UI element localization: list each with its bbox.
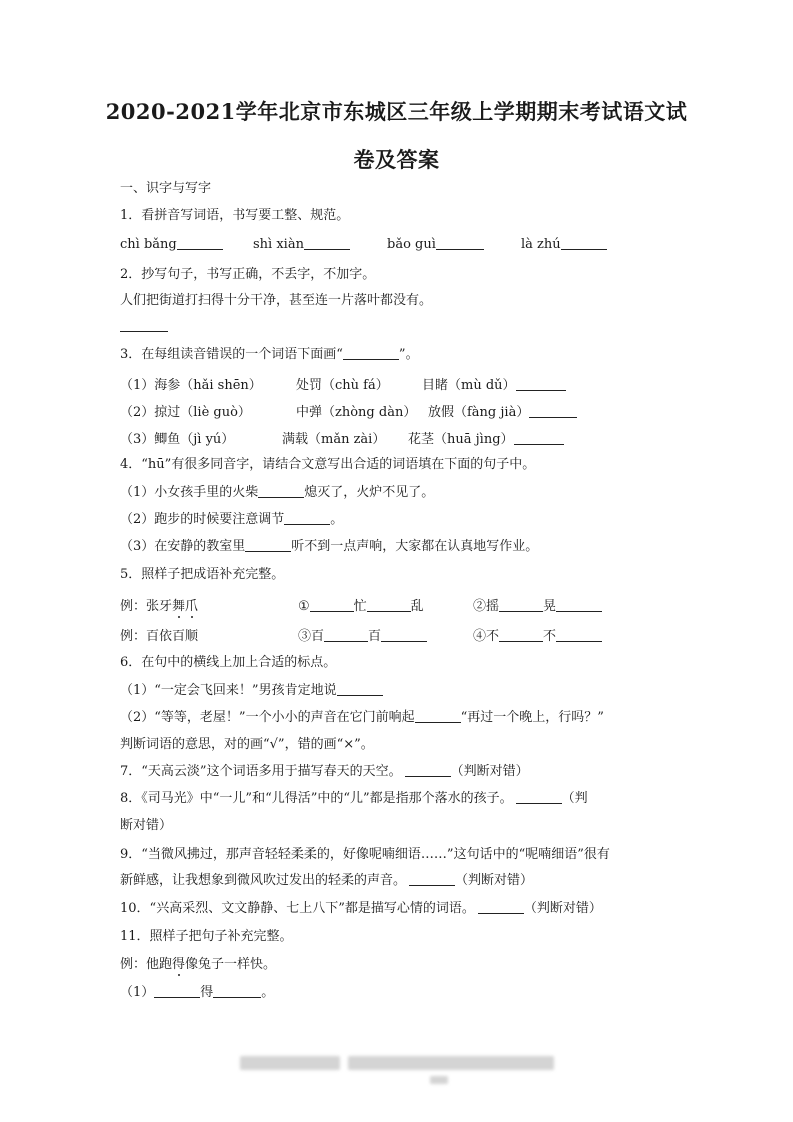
answer-blank[interactable]: [337, 682, 383, 696]
answer-blank[interactable]: [478, 900, 524, 914]
word-option: 处罚（chù fá）: [296, 378, 389, 393]
word-option: 中弹（zhòng dàn）: [296, 405, 417, 420]
answer-blank[interactable]: [258, 484, 304, 498]
answer-blank[interactable]: [367, 598, 411, 612]
answer-blank[interactable]: [381, 628, 427, 642]
sentence: （2）跑步的时候要注意调节 。: [120, 512, 344, 527]
answer-blank[interactable]: [514, 431, 564, 445]
question-9: 9．“当微风拂过，那声音轻轻柔柔的，好像呢喃细语……”这句话中的“呢喃细语”很有: [120, 847, 610, 862]
pinyin-item: chì bǎng: [120, 236, 223, 252]
idiom-item: ③百 百: [298, 625, 427, 644]
word-option: （1）海参（hǎi shēn）: [120, 378, 262, 393]
answer-blank[interactable]: [556, 598, 602, 612]
example-sentence: 例：他跑得像兔子一样快。: [120, 957, 277, 972]
word-option: 满载（mǎn zài）: [282, 432, 386, 447]
sentence: （1） 得 。: [120, 985, 275, 1000]
page-title-line1: 2020-2021学年北京市东城区三年级上学期期末考试语文试: [105, 99, 688, 124]
answer-blank[interactable]: [405, 763, 451, 777]
page-title-line2: 卷及答案: [353, 147, 440, 172]
word-option: 放假（fàng jià）: [428, 401, 577, 420]
idiom-item: ① 忙 乱: [298, 599, 424, 614]
answer-blank[interactable]: [556, 628, 602, 642]
answer-blank[interactable]: [516, 377, 566, 391]
answer-blank[interactable]: [415, 709, 461, 723]
answer-blank[interactable]: [304, 236, 350, 250]
sentence: （3）在安静的教室里 听不到一点声响，大家都在认真地写作业。: [120, 539, 539, 554]
word-option: （3）鲫鱼（jì yú）: [120, 432, 235, 447]
word-option: 目睹（mù dǔ）: [422, 374, 566, 393]
answer-blank[interactable]: [436, 236, 484, 250]
question-5: 5．照样子把成语补充完整。: [120, 567, 285, 582]
question-10: 10．“兴高采烈、文文静静、七上八下”都是描写心情的词语。 （判断对错）: [120, 901, 602, 916]
pinyin-item: bǎo guì: [387, 236, 484, 252]
question-1: 1．看拼音写词语，书写要工整、规范。: [120, 208, 350, 223]
answer-blank[interactable]: [324, 628, 368, 642]
sentence: （1）小女孩手里的火柴 熄灭了，火炉不见了。: [120, 485, 435, 500]
question-6: 6．在句中的横线上加上合适的标点。: [120, 655, 337, 670]
copy-sentence: 人们把街道打扫得十分干净，甚至连一片落叶都没有。: [120, 293, 433, 308]
sentence: （1）“一定会飞回来！”男孩肯定地说: [120, 682, 383, 700]
question-8-cont: 断对错）: [120, 818, 173, 833]
answer-blank[interactable]: [284, 511, 330, 525]
question-11: 11．照样子把句子补充完整。: [120, 929, 293, 944]
idiom-item: ④不 不: [473, 625, 602, 644]
answer-blank[interactable]: [499, 628, 543, 642]
answer-blank[interactable]: [154, 984, 200, 998]
answer-blank[interactable]: [120, 318, 168, 332]
answer-blank: [343, 346, 399, 360]
answer-blank[interactable]: [561, 236, 607, 250]
question-8: 8．《司马光》中“一儿”和“儿得活”中的“儿”都是指那个落水的孩子。 （判: [120, 791, 588, 806]
answer-blank[interactable]: [529, 404, 577, 418]
section-heading: 一、识字与写字: [120, 181, 212, 196]
sentence: （2）“等等，老屋！”一个小小的声音在它门前响起 “再过一个晚上，行吗？”: [120, 710, 604, 725]
answer-blank[interactable]: [245, 538, 291, 552]
word-option: 花茎（huā jìng）: [408, 428, 564, 447]
answer-blank[interactable]: [499, 598, 543, 612]
idiom-item: ②摇 晃: [473, 595, 602, 614]
copy-answer-line: [120, 318, 168, 336]
answer-blank[interactable]: [516, 790, 562, 804]
answer-blank[interactable]: [409, 872, 455, 886]
pinyin-item: là zhú: [521, 236, 607, 252]
instruction: 判断词语的意思，对的画“√”，错的画“×”。: [120, 737, 374, 752]
question-7: 7．“天高云淡”这个词语多用于描写春天的天空。 （判断对错）: [120, 764, 529, 779]
question-3: 3．在每组读音错误的一个词语下面画“ ”。: [120, 347, 419, 362]
word-option: （2）掠过（liè guò）: [120, 405, 251, 420]
question-4: 4．“hū”有很多同音字，请结合文意写出合适的词语填在下面的句子中。: [120, 457, 536, 472]
answer-blank[interactable]: [177, 236, 223, 250]
example-idiom: 例：百依百顺: [120, 629, 199, 644]
answer-blank[interactable]: [213, 984, 261, 998]
example-idiom: 例：张牙舞爪: [120, 599, 199, 614]
question-2: 2．抄写句子，书写正确，不丢字，不加字。: [120, 267, 376, 282]
answer-blank[interactable]: [310, 598, 354, 612]
question-9-cont: 新鲜感，让我想象到微风吹过发出的轻柔的声音。 （判断对错）: [120, 873, 534, 888]
pinyin-item: shì xiàn: [253, 236, 350, 252]
